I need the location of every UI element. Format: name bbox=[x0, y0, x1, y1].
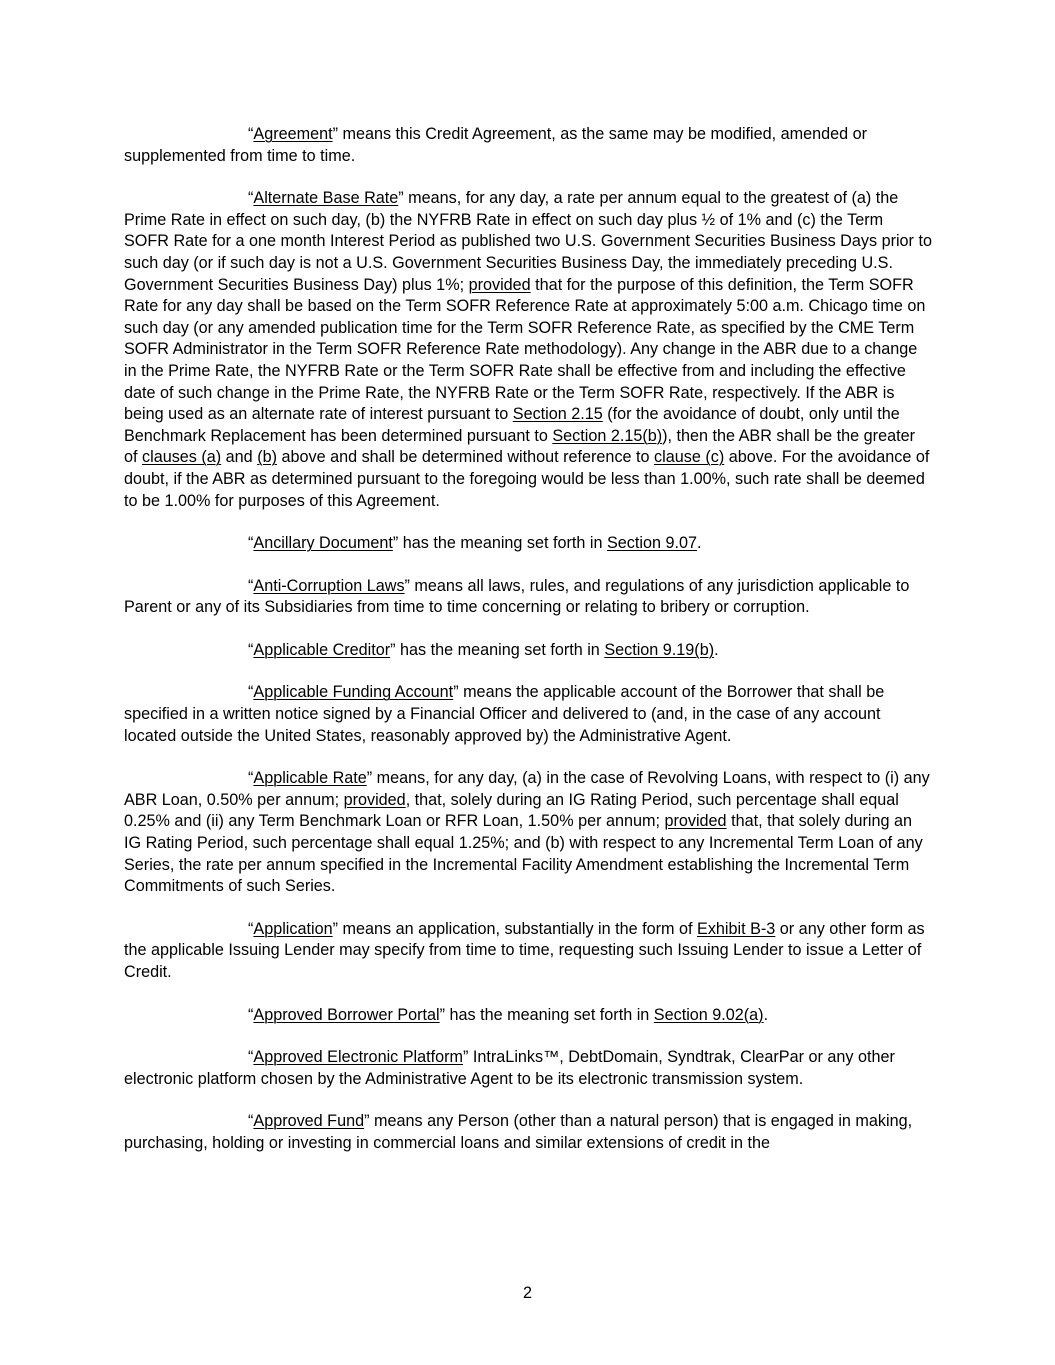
underlined-term: provided bbox=[468, 275, 531, 294]
definition-paragraph bbox=[124, 682, 932, 747]
underlined-term: (b) bbox=[257, 448, 277, 467]
definition-text: ” means an application, substantially in the form of bbox=[332, 919, 698, 938]
definition-text: ” means all laws, rules, and regulations of any jurisdiction applicable to Parent or any of its Subsidiaries from time to time concerning or relating to bribery or corruption. bbox=[124, 576, 910, 617]
definition-paragraph bbox=[124, 640, 932, 662]
definition-text: ), then the ABR shall be the greater of bbox=[124, 426, 915, 467]
underlined-term: Approved Electronic Platform bbox=[253, 1048, 464, 1067]
page-number: 2 bbox=[522, 1284, 532, 1302]
definition-text: ” has the meaning set forth in bbox=[390, 640, 605, 659]
definition-text: “ bbox=[248, 640, 254, 659]
definition-paragraph bbox=[124, 1005, 932, 1027]
definition-text: “ bbox=[248, 125, 254, 143]
definition-paragraph bbox=[124, 768, 932, 898]
definition-text: “ bbox=[248, 769, 254, 788]
definition-text: “ bbox=[248, 1112, 254, 1131]
definition-paragraph bbox=[124, 533, 932, 555]
definition-text: “ bbox=[248, 189, 254, 208]
definition-text: “ bbox=[248, 534, 254, 553]
underlined-term: Applicable Rate bbox=[253, 769, 367, 788]
definition-text: “ bbox=[248, 1005, 254, 1024]
underlined-term: Section 9.19(b) bbox=[604, 640, 715, 659]
definition-paragraph bbox=[124, 124, 932, 167]
definition-text: , that, solely during an IG Rating Period, such percentage shall equal 0.25% and (ii) any Term Benchmark Loan or RFR Loan, 1.50% per annum; bbox=[124, 790, 899, 831]
definition-text: ” means, for any day, (a) in the case of Revolving Loans, with respect to (i) any ABR Loan, 0.50% per annum; bbox=[124, 769, 930, 809]
underlined-term: Section 9.02(a) bbox=[653, 1005, 764, 1024]
underlined-term: Section 9.07 bbox=[607, 534, 697, 553]
definition-text: . bbox=[697, 534, 702, 553]
definition-text: that, that solely during an IG Rating Period, such percentage shall equal 1.25%; and (b) with respect to any Incremental Term Loan of any Series, the rate per annum specified in the Incremental Facility Amendment establishing the Incremental Term Commitments of such Series. bbox=[124, 812, 923, 896]
underlined-term: Anti-Corruption Laws bbox=[253, 576, 405, 595]
definition-text: ” has the meaning set forth in bbox=[439, 1005, 654, 1024]
definition-text: “ bbox=[248, 919, 254, 938]
underlined-term: Applicable Creditor bbox=[253, 640, 391, 659]
definition-text: ” IntraLinks™, DebtDomain, Syndtrak, ClearPar or any other electronic platform chosen by the Administrative Agent to be its electronic transmission system. bbox=[124, 1048, 895, 1088]
definition-text: . bbox=[714, 640, 719, 659]
underlined-term: provided bbox=[664, 812, 727, 831]
underlined-term: Approved Borrower Portal bbox=[253, 1005, 440, 1024]
definition-text: above. For the avoidance of doubt, if the ABR as determined pursuant to the foregoing would be less than 1.00%, such rate shall be deemed to be 1.00% for purposes of this Agreement. bbox=[124, 448, 930, 510]
definition-paragraph bbox=[124, 188, 932, 512]
definition-text: and bbox=[221, 448, 258, 467]
underlined-term: Alternate Base Rate bbox=[253, 189, 399, 208]
underlined-term: Exhibit B-3 bbox=[697, 919, 776, 938]
definition-text: ” means this Credit Agreement, as the same may be modified, amended or supplemented from time to time. bbox=[124, 125, 868, 165]
definition-text: ” means, for any day, a rate per annum equal to the greatest of (a) the Prime Rate in effect on such day, (b) the NYFRB Rate in effect on such day plus ½ of 1% and (c) the Term SOFR Rate for a one month Interest Period as published two U.S. Government Securities Business Days prior to such day (or if such day is not a U.S. Government Securities Business Day, the immediately preceding U.S. Government Securities Business Day) plus 1%; bbox=[124, 189, 932, 294]
definitions-list bbox=[124, 124, 932, 1155]
underlined-term: provided bbox=[343, 790, 406, 809]
definition-text: . bbox=[763, 1005, 769, 1024]
underlined-term: Ancillary Document bbox=[253, 534, 393, 553]
definition-paragraph bbox=[124, 576, 932, 619]
underlined-term: Approved Fund bbox=[253, 1112, 365, 1131]
definition-text: “ bbox=[248, 683, 254, 702]
underlined-term: clauses (a) bbox=[142, 448, 222, 467]
definition-text: “ bbox=[248, 576, 254, 595]
definition-text: ” has the meaning set forth in bbox=[392, 534, 607, 553]
underlined-term: Application bbox=[253, 919, 333, 938]
definition-text: ” means the applicable account of the Borrower that shall be specified in a written notice signed by a Financial Officer and delivered to (and, in the case of any account located outside the United States, reasonably approved by) the Administrative Agent. bbox=[124, 683, 885, 745]
underlined-term: Applicable Funding Account bbox=[253, 683, 454, 702]
definition-text: (for the avoidance of doubt, only until the Benchmark Replacement has been determined pursuant to bbox=[124, 405, 900, 445]
underlined-term: clause (c) bbox=[654, 448, 725, 467]
definition-text: ” means any Person (other than a natural person) that is engaged in making, purchasing, holding or investing in commercial loans and similar extensions of credit in the bbox=[124, 1112, 913, 1152]
definition-text: that for the purpose of this definition, the Term SOFR Rate for any day shall be based on the Term SOFR Reference Rate at approximately 5:00 a.m. Chicago time on such day (or any amended publication time for the Term SOFR Reference Rate, as specified by the CME Term SOFR Administrator in the Term SOFR Reference Rate methodology). Any change in the ABR due to a change in the Prime Rate, the NYFRB Rate or the Term SOFR Rate shall be effective from and including the effective date of such change in the Prime Rate, the NYFRB Rate or the Term SOFR Rate, respectively. If the ABR is being used as an alternate rate of interest pursuant to bbox=[124, 275, 926, 424]
definition-paragraph bbox=[124, 1111, 932, 1154]
underlined-term: Agreement bbox=[253, 125, 333, 143]
definition-paragraph bbox=[124, 1047, 932, 1090]
definition-text: or any other form as the applicable Issuing Lender may specify from time to time, requesting such Issuing Lender to issue a Letter of Credit. bbox=[124, 919, 925, 981]
definition-text: above and shall be determined without reference to bbox=[276, 448, 655, 467]
definition-paragraph bbox=[124, 919, 932, 984]
definition-text: “ bbox=[248, 1048, 254, 1067]
underlined-term: Section 2.15(b) bbox=[552, 426, 663, 445]
underlined-term: Section 2.15 bbox=[512, 405, 603, 424]
